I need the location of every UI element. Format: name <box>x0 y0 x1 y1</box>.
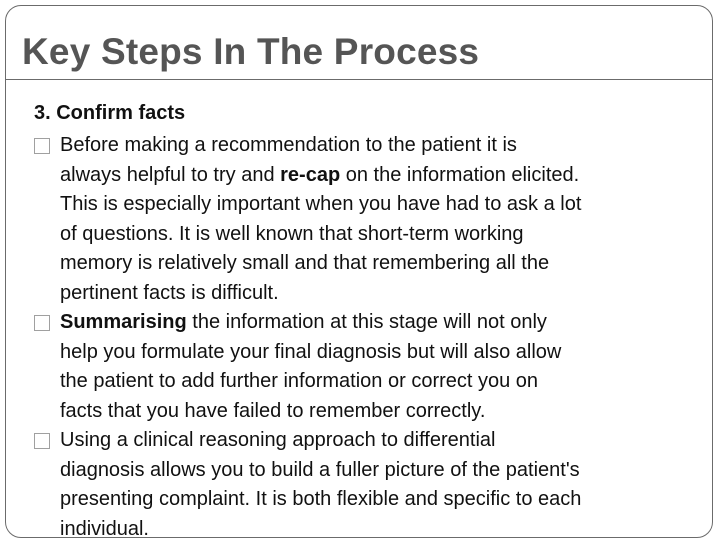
bullet-text-line <box>60 249 706 279</box>
body-text: on the information elicited. <box>340 163 580 186</box>
bullet-list <box>34 131 706 538</box>
body-text: the patient to add further information or correct you on <box>60 370 539 392</box>
bullet-text-line <box>60 161 706 191</box>
body-text: facts that you have failed to remember correctly. <box>60 399 486 422</box>
bullet-item <box>34 308 706 426</box>
body-text: individual. <box>60 517 149 538</box>
emphasis-text: Summarising <box>60 311 187 333</box>
body-text: pertinent facts is difficult. <box>60 281 279 304</box>
title-divider <box>6 79 712 80</box>
bullet-text-line <box>60 397 706 427</box>
body-text: Before making a recommendation to the patient it is <box>60 134 517 156</box>
body-text: of questions. It is well known that short-term working <box>60 222 524 245</box>
bullet-text-line <box>60 308 706 338</box>
section-heading: 3. Confirm facts <box>34 102 186 124</box>
slide-frame <box>5 5 713 538</box>
square-bullet-icon <box>34 433 50 449</box>
body-text: always helpful to try and <box>60 163 281 186</box>
bullet-text-line <box>60 338 706 368</box>
body-text: the information at this stage will not only <box>186 311 547 333</box>
bullet-text-line <box>60 220 706 250</box>
bullet-text-line <box>60 367 706 397</box>
bullet-text-line <box>60 190 706 220</box>
bullet-item <box>34 426 706 538</box>
body-text: This is especially important when you have had to ask a lot <box>60 193 582 215</box>
bullet-text-line <box>60 515 706 539</box>
bullet-text-line <box>60 426 706 456</box>
bullet-text-line <box>60 456 706 486</box>
body-text: memory is relatively small and that remembering all the <box>60 252 550 274</box>
square-bullet-icon <box>34 315 50 331</box>
slide-title: Key Steps In The Process <box>22 31 480 72</box>
bullet-item <box>34 131 706 308</box>
bullet-text-line <box>60 279 706 309</box>
square-bullet-icon <box>34 138 50 154</box>
body-text: presenting complaint. It is both flexible and specific to each <box>60 488 582 510</box>
bullet-text-line <box>60 131 706 161</box>
emphasis-text: re-cap <box>280 163 341 186</box>
body-text: help you formulate your final diagnosis but will also allow <box>60 340 562 363</box>
body-text: Using a clinical reasoning approach to differential <box>60 429 496 451</box>
body-text: diagnosis allows you to build a fuller picture of the patient's <box>60 458 580 481</box>
bullet-text-line <box>60 485 706 515</box>
